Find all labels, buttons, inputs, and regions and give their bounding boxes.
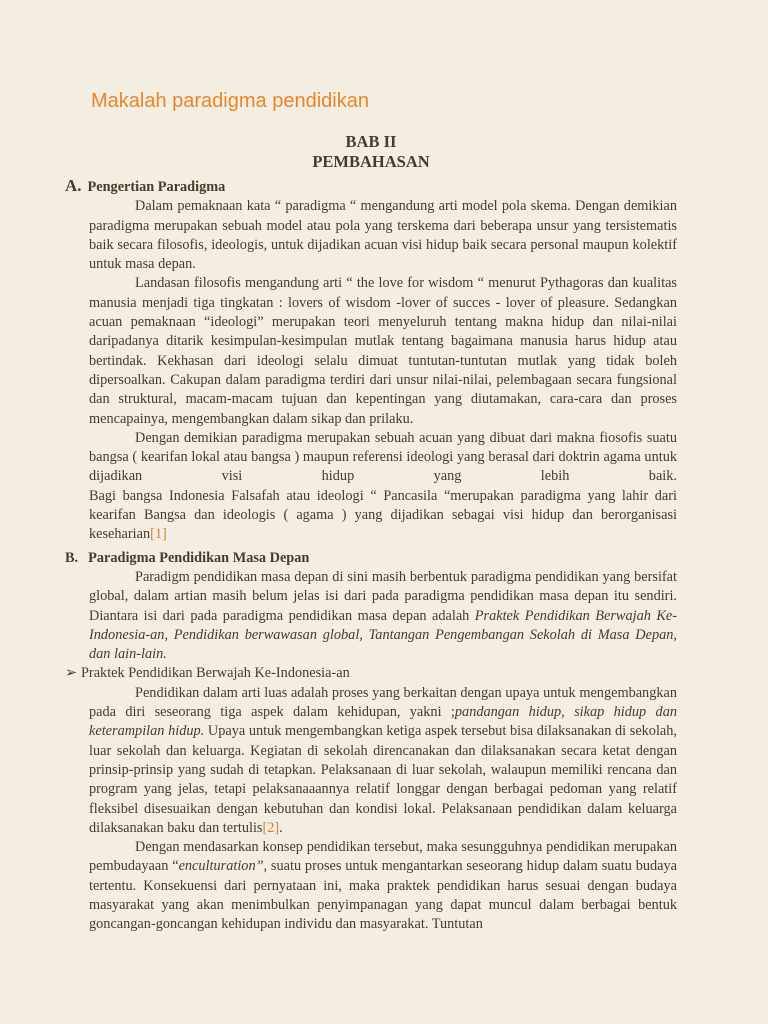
section-a-paragraph-4-text: Bagi bangsa Indonesia Falsafah atau ideologi “ Pancasila “merupakan paradigma yang lahir dari kearifan Bangsa dan ideologis ( agama ) yang dijadikan sebagai visi hidup dan berorganisasi keseharian [89, 487, 677, 543]
subsection-paragraph-2 [89, 838, 677, 934]
section-b-letter: B. [65, 549, 79, 566]
section-a-letter: A. [65, 176, 82, 195]
section-a-title: Pengertian Paradigma [87, 179, 226, 195]
section-b-paragraph-1-italic: Praktek Pendidikan Berwajah Ke-Indonesia-an, Pendidikan berwawasan global, Tantangan Pengembangan Sekolah di Masa Depan, dan lain-lain. [89, 607, 677, 663]
subsection-paragraph-1-italic: pandangan hidup, sikap hidup dan keterampilan hidup. [89, 704, 677, 740]
subsection-paragraph-2-text-b: suatu proses untuk mengantarkan seseorang hidup dalam suatu budaya tertentu. Konsekuensi dari pernyataan ini, maka praktek pendidikan harus sesuai dengan budaya masyarakat yang akan menimbulkan penyimpanagan yang dapat muncul dalam berbagai bentuk goncangan-goncangan kehidupan individu dan masyarakat. Tuntutan [89, 858, 677, 933]
section-b-title: Paradigma Pendidikan Masa Depan [88, 549, 310, 566]
subsection-paragraph-1-end: . [279, 819, 283, 836]
section-a-paragraph-2: Landasan filosofis mengandung arti “ the love for wisdom “ menurut Pythagoras dan kualitas manusia menjadi tiga tingkatan : lovers of wisdom -lover of succes - lover of pleasure. Sedangkan acuan pemaknaan “ideologi” merupakan teori menyeluruh tentang makna hidup dan nilai-nilai daripadanya ditarik kesimpulan-kesimpulan mutlak tentang bagaimana manusia harus hidup atau bertindak. Kekhasan dari ideologi selalu dimuat tuntutan-tuntutan mutlak yang tidak boleh dipersoalkan. Cakupan dalam paradigma terdiri dari unsur nilai-nilai, pelembagaan secara fungsional dan struktural, macam-macam tujuan dan kepentingan yang diutamakan, cara-cara dan proses mencapainya, mengembangkan dalam sikap dan prilaku. [89, 275, 677, 427]
section-a-heading [65, 176, 677, 197]
chapter-title: PEMBAHASAN [312, 152, 430, 171]
subsection-paragraph-1 [89, 684, 677, 838]
section-a-paragraph-4 [89, 487, 677, 545]
subsection-paragraph-2-text-a: Dengan mendasarkan konsep pendidikan tersebut, maka sesungguhnya pendidikan merupakan pembudayaan “ [89, 839, 677, 875]
footnote-link-2[interactable]: [2] [262, 819, 280, 836]
footnote-link-1[interactable]: [1] [150, 526, 167, 543]
section-b-paragraph-1-text: Paradigm pendidikan masa depan di sini masih berbentuk paradigma pendidikan yang bersifat global, dalam artian masih belum jelas isi dari pada paradigma pendidikan masa depan itu sendiri. Diantara isi dari pada paradigma pendidikan masa depan adalah [89, 568, 677, 624]
document-body [65, 132, 677, 935]
section-a-paragraph-3: Dengan demikian paradigma merupakan sebuah acuan yang dibuat dari makna fiosofis suatu bangsa ( kearifan lokal atau bangsa ) maupun referensi ideologi yang berasal dari doktrin agama untuk dijadikan visi hidup yang lebih baik. [89, 429, 677, 485]
subsection-paragraph-2-italic: enculturation”, [178, 858, 268, 875]
subsection-title: Praktek Pendidikan Berwajah Ke-Indonesia-an [80, 665, 350, 682]
document-title: Makalah paradigma pendidikan [91, 90, 369, 112]
section-b-heading [65, 549, 677, 568]
subsection-paragraph-1-text-a: Pendidikan dalam arti luas adalah proses yang berkaitan dengan upaya untuk mengembangkan pada diri seseorang tiga aspek dalam kehidupan, yakni ; [89, 684, 677, 721]
subsection-paragraph-1-text-b: Upaya untuk mengembangkan ketiga aspek tersebut bisa dilaksanakan di sekolah, luar sekolah dan keluarga. Kegiatan di sekolah direncanakan dan dilaksanakan secara ketat dengan prinsip-prinsip yang sudah di tetapkan. Pelaksanaan di luar sekolah, walaupun memiliki rencana dan program yang jelas, tetapi pelaksanaaannya relatif longgar dengan berbagai pedoman yang relatif fleksibel disesuaikan dengan kebutuhan dan kondisi lokal. Pelaksanaan pendidikan dalam keluarga dilaksanakan baku dan tertulis [89, 723, 678, 836]
section-b-paragraph-1 [89, 568, 677, 664]
section-a-paragraph-1: Dalam pemaknaan kata “ paradigma “ mengandung arti model pola skema. Dengan demikian paradigma merupakan sebuah model atau pola yang terskema dari beberapa unsur yang tersistematis baik secara filosofis, ideologis, untuk dijadikan acuan visi hidup baik secara personal maupun kolektif untuk masa depan. [89, 198, 677, 273]
chapter-number: BAB II [345, 132, 397, 151]
subsection-heading [65, 664, 677, 683]
arrow-bullet-icon: ➢ [65, 665, 77, 682]
